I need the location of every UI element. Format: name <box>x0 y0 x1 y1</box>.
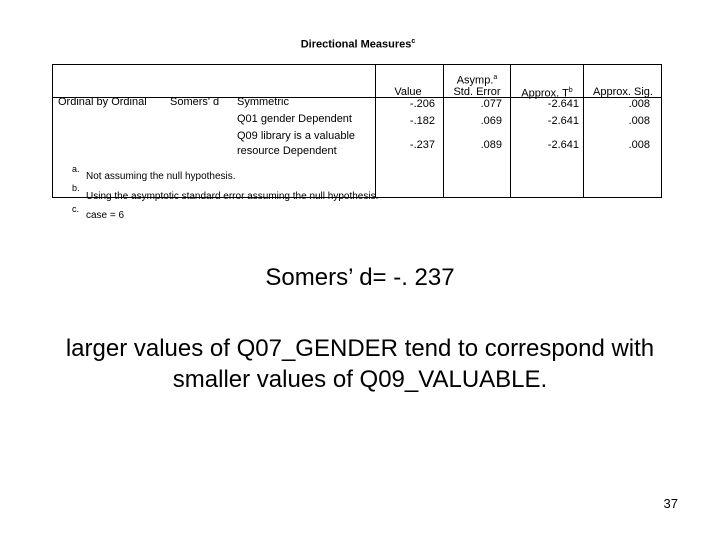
header-asymp-line1 <box>446 72 508 87</box>
footnote-text: case = 6 <box>86 210 125 221</box>
footnote-letter: b. <box>72 183 80 193</box>
column-divider <box>443 65 444 197</box>
header-value: Value <box>394 86 422 98</box>
table-title-note: c <box>411 38 416 45</box>
interpretation-text: larger values of Q07_GENDER tend to correspond with smaller values of Q09_VALUABLE. <box>65 335 655 393</box>
row-label: Symmetric <box>237 96 289 108</box>
row-sig: .008 <box>628 115 650 127</box>
row-group-label: Ordinal by Ordinal <box>58 96 147 108</box>
row-std-error: .089 <box>480 139 502 151</box>
row-t: -2.641 <box>547 98 579 110</box>
footnote-letter: c. <box>72 204 80 214</box>
row-value: -.182 <box>409 115 435 127</box>
table-title-text: Directional Measures <box>300 38 412 51</box>
row-sig: .008 <box>628 139 650 151</box>
column-divider <box>375 65 376 197</box>
row-label: Q01 gender Dependent <box>237 113 352 125</box>
row-value: -.237 <box>409 139 435 151</box>
row-label-line1: Q09 library is a valuable <box>237 130 356 142</box>
footnote-letter: a. <box>72 164 80 174</box>
row-std-error: .077 <box>480 98 502 110</box>
header-std-error: Std. Error <box>453 86 501 98</box>
row-t: -2.641 <box>547 115 579 127</box>
row-label-line2: resource Dependent <box>237 145 337 157</box>
footnote-text: Using the asymptotic standard error assuming the null hypothesis. <box>86 191 379 202</box>
header-approx-sig: Approx. Sig. <box>593 86 653 98</box>
column-divider <box>583 65 584 197</box>
footnote-text: Not assuming the null hypothesis. <box>86 171 236 182</box>
row-t: -2.641 <box>547 139 579 151</box>
header-asymp-note: a <box>493 74 498 81</box>
somers-result: Somers’ d= -. 237 <box>265 264 455 291</box>
row-std-error: .069 <box>480 115 502 127</box>
row-value: -.206 <box>409 98 435 110</box>
header-approx-t-text: Approx. T <box>521 87 569 100</box>
measure-label: Somers' d <box>170 96 220 108</box>
header-approx-t-note: b <box>568 87 573 94</box>
table-title <box>50 38 666 51</box>
directional-measures-table <box>50 38 666 223</box>
header-asymp-text: Asymp. <box>456 74 494 87</box>
row-sig: .008 <box>628 98 650 110</box>
column-divider <box>510 65 511 197</box>
page-number: 37 <box>663 496 678 511</box>
